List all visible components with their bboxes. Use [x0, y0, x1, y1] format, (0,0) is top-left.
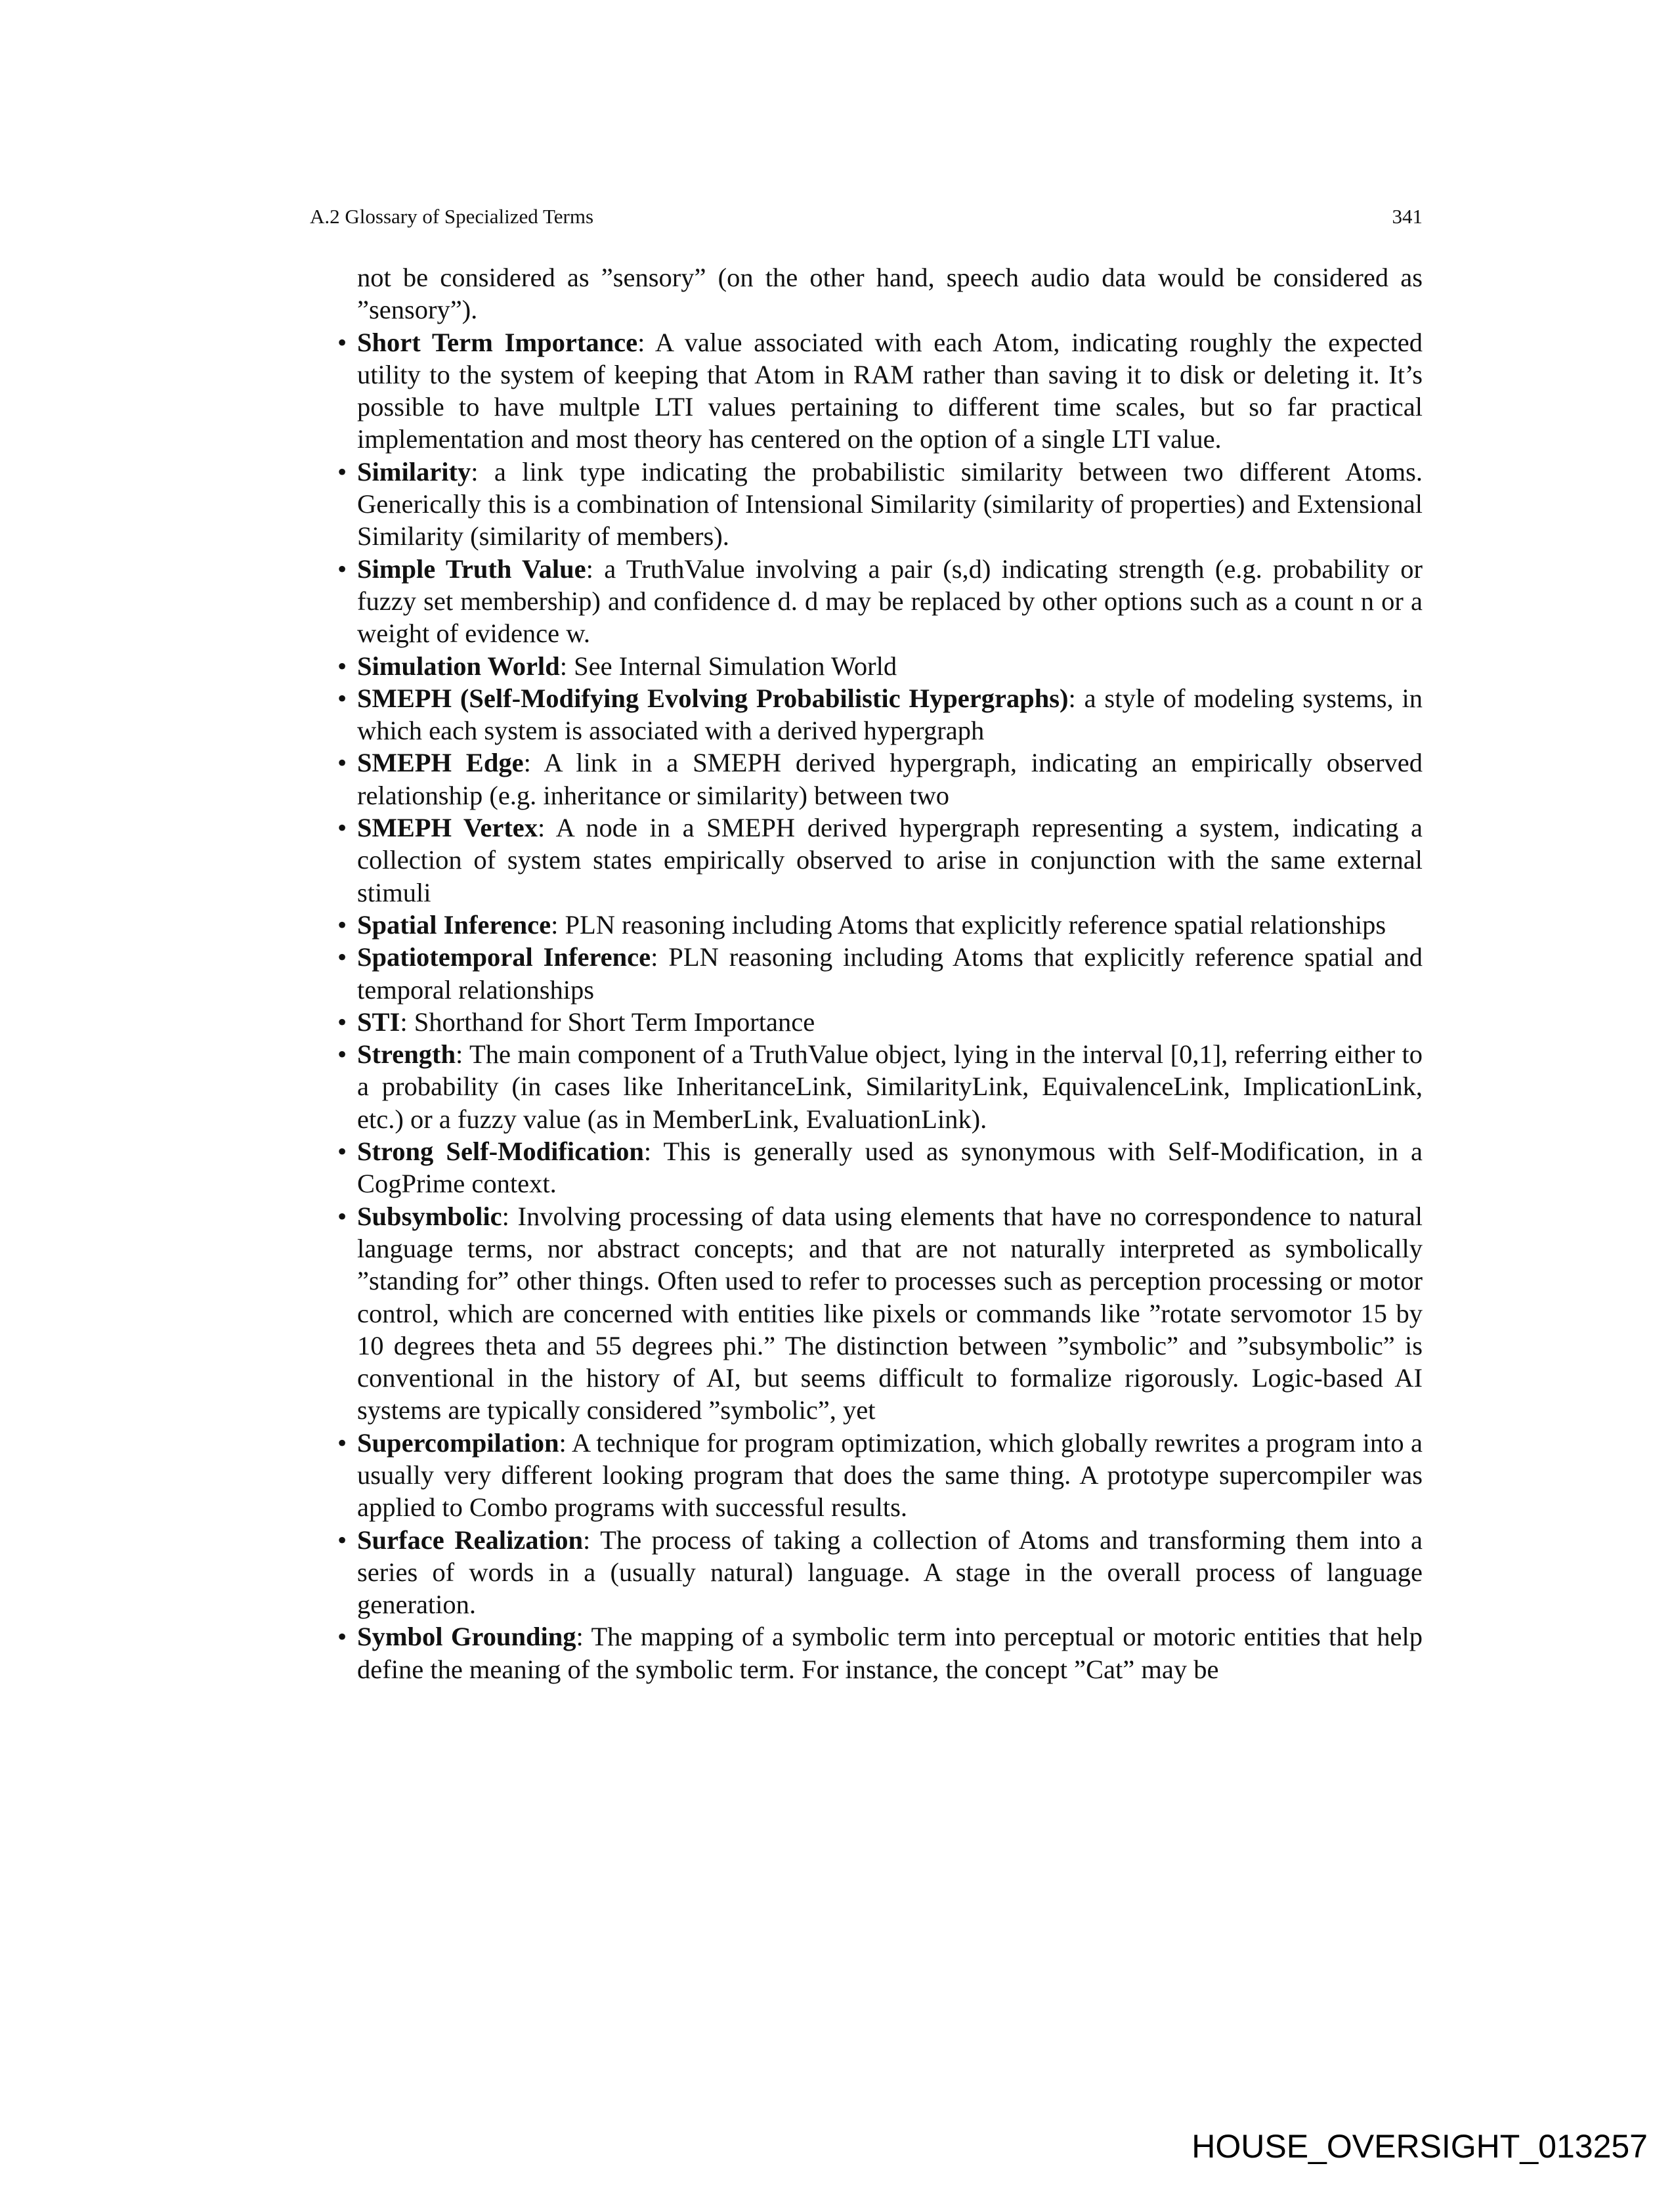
- glossary-term: Spatiotemporal Inference: [357, 942, 651, 972]
- bullet-icon: •: [337, 813, 347, 843]
- continuation-text: not be considered as ”sensory” (on the other hand, speech audio data would be considered as ”sensory”).: [357, 263, 1423, 325]
- bates-stamp: HOUSE_OVERSIGHT_013257: [1191, 2128, 1648, 2165]
- glossary-definition: : Shorthand for Short Term Importance: [400, 1007, 815, 1037]
- glossary-definition: : a TruthValue involving a pair (s,d) indicating strength (e.g. probability or fuzzy set membership) and confidence d. d may be replaced by other options such as a count n or a weight of evidence w.: [357, 553, 1423, 649]
- glossary-term: Simulation World: [357, 651, 560, 681]
- glossary-term: Strong Self-Modification: [357, 1137, 644, 1167]
- glossary-entry: [337, 812, 1423, 909]
- page-number: 341: [1392, 205, 1423, 228]
- section-title: A.2 Glossary of Specialized Terms: [310, 205, 594, 228]
- glossary-definition: : The mapping of a symbolic term into perceptual or motoric entities that help define the meaning of the symbolic term. For instance, the concept ”Cat” may be: [357, 1622, 1423, 1684]
- glossary-entry: [337, 1006, 1423, 1038]
- glossary-entry: [337, 682, 1423, 747]
- glossary-term: SMEPH Edge: [357, 748, 524, 778]
- bullet-icon: •: [337, 1007, 347, 1037]
- running-header: [310, 205, 1423, 228]
- glossary-entry: [337, 650, 1423, 682]
- glossary-term: Supercompilation: [357, 1427, 559, 1458]
- bullet-icon: •: [337, 909, 347, 940]
- glossary-term: Surface Realization: [357, 1525, 583, 1555]
- glossary-term: STI: [357, 1007, 400, 1037]
- glossary-term: Short Term Importance: [357, 327, 638, 357]
- glossary-entry: [337, 909, 1423, 941]
- glossary-definition: : A technique for program optimization, which globally rewrites a program into a usually very different looking program that does the same thing. A prototype supercompiler was applied to Combo programs with successful results.: [357, 1427, 1423, 1523]
- glossary-entry: [337, 326, 1423, 456]
- bullet-icon: •: [337, 1525, 347, 1555]
- bullet-icon: •: [337, 651, 347, 681]
- bullet-icon: •: [337, 1039, 347, 1070]
- glossary-definition: : PLN reasoning including Atoms that explicitly reference spatial relationships: [551, 909, 1386, 940]
- bullet-icon: •: [337, 942, 347, 972]
- bullet-icon: •: [337, 683, 347, 713]
- glossary-entry: [337, 1427, 1423, 1524]
- glossary-entry: [337, 1038, 1423, 1135]
- bullet-icon: •: [337, 1427, 347, 1458]
- glossary-definition: : See Internal Simulation World: [559, 651, 897, 681]
- glossary-definition: : a link type indicating the probabilistic similarity between two different Atoms. Generically this is a combination of Intensional Similarity (similarity of properties) and Extensional Similarity (similarity of members).: [357, 456, 1423, 552]
- glossary-entry: [337, 1200, 1423, 1427]
- glossary-definition: : A value associated with each Atom, indicating roughly the expected utility to the system of keeping that Atom in RAM rather than saving it to disk or deleting it. It’s possible to have multple LTI values pertaining to different time scales, but so far practical implementation and most theory has centered on the option of a single LTI value.: [357, 327, 1423, 454]
- glossary-term: SMEPH Vertex: [357, 813, 538, 843]
- bullet-icon: •: [337, 553, 347, 584]
- bullet-icon: •: [337, 1137, 347, 1167]
- glossary-definition: : PLN reasoning including Atoms that explicitly reference spatial and temporal relationships: [357, 942, 1423, 1005]
- glossary-definition: : Involving processing of data using elements that have no correspondence to natural language terms, nor abstract concepts; and that are not naturally interpreted as symbolically ”standing for” other things. Often used to refer to processes such as perception processing or motor control, which are concerned with entities like pixels or commands like ”rotate servomotor 15 by 10 degrees theta and 55 degrees phi.” The distinction between ”symbolic” and ”subsymbolic” is conventional in the history of AI, but seems difficult to formalize rigorously. Logic-based AI systems are typically considered ”symbolic”, yet: [357, 1201, 1423, 1425]
- glossary-body: [337, 261, 1423, 1685]
- glossary-definition: : A node in a SMEPH derived hypergraph representing a system, indicating a collection of system states empirically observed to arise in conjunction with the same external stimuli: [357, 813, 1423, 907]
- glossary-entry: [337, 1524, 1423, 1621]
- glossary-entry: [337, 553, 1423, 650]
- glossary-entry: [337, 747, 1423, 812]
- glossary-entry: [337, 1620, 1423, 1685]
- bullet-icon: •: [337, 1201, 347, 1231]
- glossary-term: Symbol Grounding: [357, 1622, 576, 1652]
- glossary-definition: : a style of modeling systems, in which each system is associated with a derived hypergraph: [357, 683, 1423, 746]
- glossary-term: Simple Truth Value: [357, 553, 586, 584]
- glossary-term: Subsymbolic: [357, 1201, 502, 1231]
- bullet-icon: •: [337, 456, 347, 487]
- glossary-definition: : A link in a SMEPH derived hypergraph, indicating an empirically observed relationship (e.g. inheritance or similarity) between two: [357, 748, 1423, 810]
- glossary-definition: : The main component of a TruthValue object, lying in the interval [0,1], referring either to a probability (in cases like InheritanceLink, SimilarityLink, EquivalenceLink, ImplicationLink, etc.) or a fuzzy value (as in MemberLink, EvaluationLink).: [357, 1039, 1423, 1134]
- glossary-term: Similarity: [357, 456, 471, 487]
- bullet-icon: •: [337, 748, 347, 778]
- glossary-term: Spatial Inference: [357, 909, 551, 940]
- glossary-list: [337, 326, 1423, 1685]
- glossary-definition: : This is generally used as synonymous with Self-Modification, in a CogPrime context.: [357, 1137, 1423, 1199]
- bullet-icon: •: [337, 327, 347, 357]
- glossary-definition: : The process of taking a collection of Atoms and transforming them into a series of words in a (usually natural) language. A stage in the overall process of language generation.: [357, 1525, 1423, 1620]
- glossary-term: SMEPH (Self-Modifying Evolving Probabilistic Hypergraphs): [357, 683, 1069, 713]
- glossary-term: Strength: [357, 1039, 456, 1070]
- bullet-icon: •: [337, 1622, 347, 1652]
- glossary-entry: [337, 456, 1423, 553]
- glossary-entry: [337, 1135, 1423, 1200]
- glossary-entry: [337, 941, 1423, 1006]
